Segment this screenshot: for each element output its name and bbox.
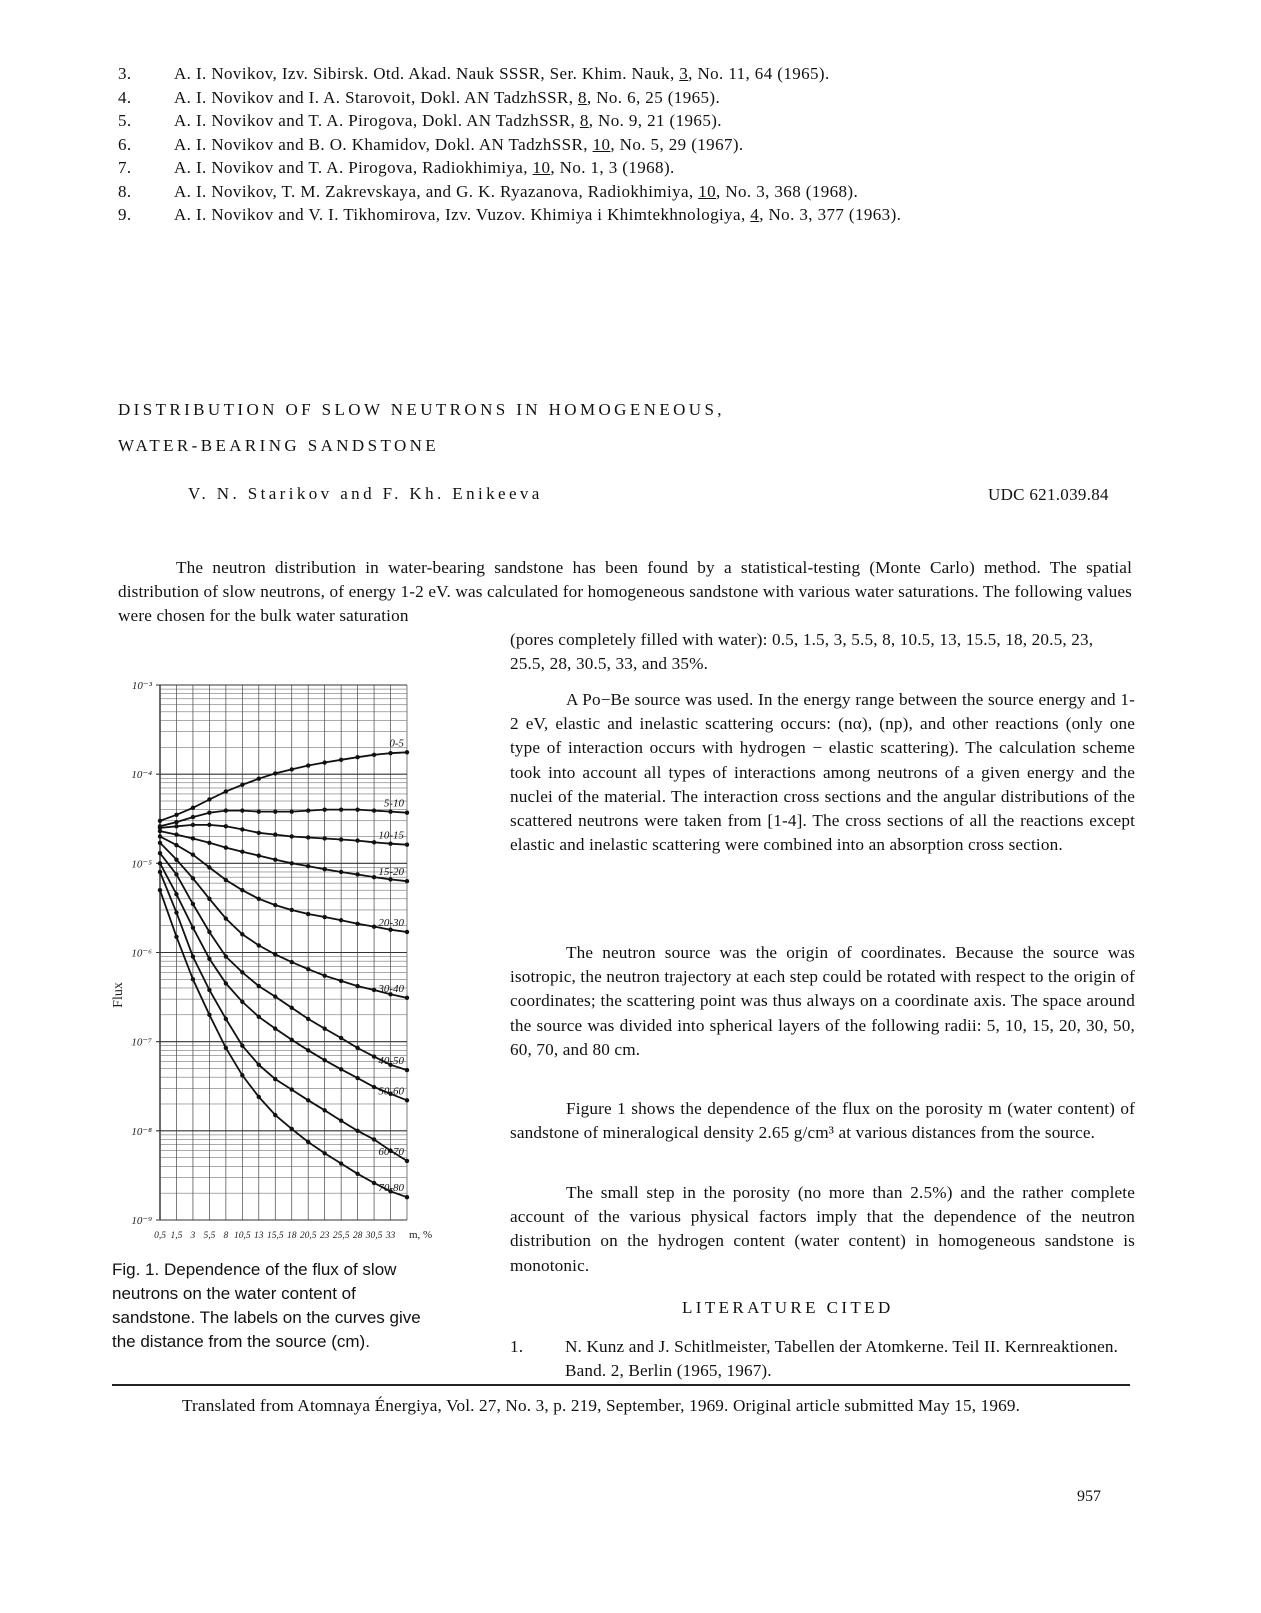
- data-point: [273, 1113, 277, 1117]
- x-tick-label: 5,5: [203, 1231, 216, 1241]
- literature-item-number: 1.: [510, 1337, 524, 1356]
- translation-note: Translated from Atomnaya Énergiya, Vol. 27, No. 3, p. 219, September, 1969. Original article submitted May 15, 1969.: [182, 1396, 1021, 1415]
- reference-number: 9.: [118, 205, 132, 224]
- data-point: [388, 842, 392, 846]
- data-point: [322, 1058, 326, 1062]
- reference-number: 7.: [118, 158, 132, 177]
- reference-volume: 4: [750, 205, 760, 224]
- data-point: [191, 876, 195, 880]
- x-tick-label: 8: [223, 1231, 229, 1241]
- data-point: [257, 853, 261, 857]
- data-point: [207, 810, 211, 814]
- literature-item: [510, 1335, 1135, 1383]
- data-point: [207, 930, 211, 934]
- data-point: [224, 845, 228, 849]
- reference-text: A. I. Novikov and T. A. Pirogova, Dokl. AN TadzhSSR, 8, No. 9, 21 (1965).: [174, 111, 722, 130]
- data-point: [273, 809, 277, 813]
- data-point: [158, 870, 162, 874]
- data-point: [257, 831, 261, 835]
- reference-text: A. I. Novikov and B. O. Khamidov, Dokl. AN TadzhSSR, 10, No. 5, 29 (1967).: [174, 134, 744, 154]
- reference-list-top: [118, 62, 1198, 227]
- data-point: [339, 870, 343, 874]
- footnote-divider: [112, 1384, 1130, 1386]
- data-point: [240, 1044, 244, 1048]
- article-authors: V. N. Starikov and F. Kh. Enikeeva: [188, 484, 543, 503]
- data-point: [322, 836, 326, 840]
- reference-volume: 8: [579, 111, 589, 130]
- series-label: 60-70: [378, 1145, 404, 1158]
- data-point: [339, 1036, 343, 1040]
- x-tick-label: 23: [319, 1231, 330, 1241]
- data-point: [207, 865, 211, 869]
- y-tick-label: 10⁻⁹: [131, 1215, 152, 1227]
- data-point: [372, 988, 376, 992]
- x-tick-label: 1,5: [170, 1231, 183, 1241]
- data-point: [273, 832, 277, 836]
- data-point: [355, 984, 359, 988]
- paragraph-figure-description: Figure 1 shows the dependence of the flux on the porosity m (water content) of sandstone of mineralogical density 2.65 g/cm³ at various distances from the source.: [510, 1099, 1135, 1143]
- data-point: [290, 908, 294, 912]
- udc-code: UDC 621.039.84: [988, 485, 1109, 504]
- data-point: [240, 932, 244, 936]
- y-axis-label: Flux: [111, 982, 126, 1008]
- data-point: [405, 996, 409, 1000]
- data-point: [224, 916, 228, 920]
- data-point: [257, 943, 261, 947]
- data-point: [240, 827, 244, 831]
- data-point: [290, 1038, 294, 1042]
- data-point: [207, 1013, 211, 1017]
- data-point: [290, 1087, 294, 1091]
- data-point: [240, 1073, 244, 1077]
- data-point: [372, 808, 376, 812]
- data-point: [405, 810, 409, 814]
- article-title-line1: DISTRIBUTION OF SLOW NEUTRONS IN HOMOGENEOUS,: [118, 400, 725, 419]
- data-point: [158, 819, 162, 823]
- series-label: 30-40: [378, 982, 404, 995]
- series-label: 50-60: [378, 1085, 404, 1098]
- reference-number: 3.: [118, 64, 132, 83]
- x-tick-label: 18: [286, 1231, 297, 1241]
- data-point: [405, 1195, 409, 1199]
- data-point: [405, 1068, 409, 1072]
- x-tick-label: 10,5: [234, 1231, 251, 1241]
- series-line: [160, 853, 407, 1070]
- data-point: [372, 1054, 376, 1058]
- data-point: [306, 1048, 310, 1052]
- data-point: [240, 970, 244, 974]
- reference-volume: 10: [698, 181, 717, 201]
- data-point: [191, 954, 195, 958]
- reference-text: A. I. Novikov and V. I. Tikhomirova, Izv. Vuzov. Khimiya i Khimtekhnologiya, 4, No. 3, 377 (1963).: [174, 205, 902, 224]
- data-point: [322, 1151, 326, 1155]
- data-point: [355, 1046, 359, 1050]
- data-point: [224, 954, 228, 958]
- data-point: [339, 758, 343, 762]
- series-label: 5-10: [383, 797, 404, 810]
- y-tick-label: 10⁻⁴: [131, 769, 152, 782]
- data-point: [339, 807, 343, 811]
- reference-text: A. I. Novikov, Izv. Sibirsk. Otd. Akad. Nauk SSSR, Ser. Khim. Nauk, 3, No. 11, 64 (1965).: [174, 64, 830, 83]
- data-point: [273, 1026, 277, 1030]
- data-point: [372, 1085, 376, 1089]
- data-point: [322, 1026, 326, 1030]
- data-point: [290, 809, 294, 813]
- data-point: [158, 861, 162, 865]
- data-point: [372, 1137, 376, 1141]
- data-point: [191, 806, 195, 810]
- x-tick-label: 0,5: [154, 1231, 166, 1241]
- article-title-line2: WATER-BEARING SANDSTONE: [118, 436, 440, 455]
- series-line: [160, 825, 407, 845]
- data-point: [207, 897, 211, 901]
- data-point: [207, 957, 211, 961]
- data-point: [191, 925, 195, 929]
- data-point: [273, 771, 277, 775]
- series-line: [160, 810, 407, 827]
- x-tick-label: 13: [254, 1231, 264, 1241]
- paragraph-source: A Po−Be source was used. In the energy range between the source energy and 1-2 eV, elastic and inelastic scattering occurs: (nα), (np), and other reactions (only one type of interaction occurs with hydrogen − elastic scattering). The calculation scheme took into account all types of interactions among neutrons of a given energy and the nuclei of the material. The interaction cross sections and the angular distributions of the scattered neutrons were taken from [1-4]. The cross sections of all the reactions except elastic and inelastic scattering were combined into an absorption cross section.: [510, 690, 1135, 855]
- data-point: [372, 875, 376, 879]
- series-label: 0-5: [389, 737, 404, 750]
- data-point: [257, 984, 261, 988]
- data-point: [257, 1063, 261, 1067]
- reference-item: [118, 156, 1198, 180]
- data-point: [306, 1140, 310, 1144]
- data-point: [355, 838, 359, 842]
- reference-volume: 10: [592, 134, 611, 154]
- data-point: [224, 878, 228, 882]
- data-point: [339, 918, 343, 922]
- data-point: [322, 1108, 326, 1112]
- series-line: [160, 872, 407, 1161]
- data-point: [257, 809, 261, 813]
- data-point: [355, 807, 359, 811]
- data-point: [174, 872, 178, 876]
- x-tick-label: 15,5: [266, 1231, 284, 1241]
- data-point: [174, 857, 178, 861]
- reference-number: 4.: [118, 87, 132, 107]
- data-point: [322, 807, 326, 811]
- data-point: [339, 837, 343, 841]
- x-tick-label: 25,5: [332, 1231, 350, 1241]
- data-point: [158, 829, 162, 833]
- data-point: [355, 1076, 359, 1080]
- data-point: [355, 1172, 359, 1176]
- data-point: [290, 861, 294, 865]
- flux-chart: [100, 675, 440, 1245]
- data-point: [405, 930, 409, 934]
- data-point: [273, 857, 277, 861]
- data-point: [207, 988, 211, 992]
- y-tick-label: 10⁻⁷: [131, 1036, 152, 1049]
- x-axis-label: m, %: [409, 1229, 433, 1241]
- figure-caption: Fig. 1. Dependence of the flux of slow neutrons on the water content of sandstone. The labels on the curves give the distance from the source (cm).: [112, 1260, 421, 1351]
- data-point: [322, 973, 326, 977]
- data-point: [207, 841, 211, 845]
- data-point: [240, 808, 244, 812]
- data-point: [388, 809, 392, 813]
- data-point: [306, 864, 310, 868]
- data-point: [306, 835, 310, 839]
- paragraph-intro-continued: (pores completely filled with water): 0.5, 1.5, 3, 5.5, 8, 10.5, 13, 15.5, 18, 20.5, 23, 25.5, 28, 30.5, 33, and 35%.: [510, 630, 1094, 674]
- reference-text: A. I. Novikov and T. A. Pirogova, Radiokhimiya, 10, No. 1, 3 (1968).: [174, 158, 675, 177]
- data-point: [405, 750, 409, 754]
- data-point: [240, 783, 244, 787]
- data-point: [207, 797, 211, 801]
- data-point: [273, 1077, 277, 1081]
- data-point: [405, 879, 409, 883]
- data-point: [306, 967, 310, 971]
- data-point: [290, 960, 294, 964]
- data-point: [240, 850, 244, 854]
- series-label: 15-20: [378, 866, 404, 879]
- paragraph-geometry: The neutron source was the origin of coordinates. Because the source was isotropic, the neutron trajectory at each step could be rotated with respect to the origin of coordinates; the scattering point was thus always on a coordinate axis. The space around the source was divided into spherical layers of the following radii: 5, 10, 15, 20, 30, 50, 60, 70, and 80 cm.: [510, 943, 1135, 1059]
- data-point: [290, 767, 294, 771]
- y-tick-label: 10⁻⁵: [131, 858, 152, 871]
- data-point: [224, 824, 228, 828]
- data-point: [372, 924, 376, 928]
- data-point: [306, 808, 310, 812]
- reference-item: [118, 62, 1198, 86]
- data-point: [174, 843, 178, 847]
- x-tick-label: 3: [190, 1231, 196, 1241]
- data-point: [174, 832, 178, 836]
- data-point: [174, 824, 178, 828]
- data-point: [191, 836, 195, 840]
- data-point: [191, 902, 195, 906]
- data-point: [306, 1098, 310, 1102]
- reference-item: [118, 180, 1198, 204]
- data-point: [306, 1017, 310, 1021]
- data-point: [306, 763, 310, 767]
- y-tick-label: 10⁻⁶: [131, 947, 152, 960]
- data-point: [273, 952, 277, 956]
- series-label: 20-30: [378, 916, 404, 929]
- data-point: [158, 851, 162, 855]
- data-point: [207, 823, 211, 827]
- data-point: [224, 1046, 228, 1050]
- reference-item: [118, 109, 1198, 133]
- data-point: [191, 852, 195, 856]
- reference-volume: 8: [578, 87, 587, 107]
- data-point: [224, 789, 228, 793]
- reference-number: 6.: [118, 134, 132, 154]
- data-point: [191, 823, 195, 827]
- data-point: [290, 834, 294, 838]
- reference-volume: 3: [679, 64, 689, 83]
- series-label: 40-50: [378, 1055, 404, 1068]
- data-point: [158, 841, 162, 845]
- data-point: [339, 1161, 343, 1165]
- data-point: [240, 888, 244, 892]
- data-point: [174, 892, 178, 896]
- data-point: [290, 1006, 294, 1010]
- data-point: [372, 753, 376, 757]
- reference-item: [118, 86, 1198, 110]
- data-point: [174, 935, 178, 939]
- data-point: [257, 1095, 261, 1099]
- x-tick-label: 30,5: [365, 1231, 383, 1241]
- data-point: [339, 1067, 343, 1071]
- reference-item: [118, 203, 1198, 227]
- literature-item-text: N. Kunz and J. Schitlmeister, Tabellen der Atomkerne. Teil II. Kernreaktionen. Band. 2, Berlin (1965, 1967).: [565, 1337, 1119, 1380]
- data-point: [322, 915, 326, 919]
- data-point: [191, 815, 195, 819]
- data-point: [158, 834, 162, 838]
- x-tick-label: 28: [352, 1231, 363, 1241]
- page-number: 957: [1077, 1488, 1101, 1505]
- x-tick-label: 33: [385, 1231, 396, 1241]
- data-point: [355, 1129, 359, 1133]
- paragraph-intro: The neutron distribution in water-bearing sandstone has been found by a statistical-testing (Monte Carlo) method. The spatial distribution of slow neutrons, of energy 1-2 eV. was calculated for homogeneous sandstone with various water saturations. The following values were chosen for the bulk water saturation: [118, 558, 1132, 626]
- data-point: [273, 994, 277, 998]
- reference-item: [118, 133, 1198, 157]
- data-point: [339, 1118, 343, 1122]
- data-point: [290, 1127, 294, 1131]
- data-point: [257, 1015, 261, 1019]
- data-point: [174, 910, 178, 914]
- y-tick-label: 10⁻⁸: [131, 1125, 152, 1138]
- data-point: [158, 888, 162, 892]
- data-point: [191, 977, 195, 981]
- data-point: [355, 755, 359, 759]
- literature-cited-heading: LITERATURE CITED: [682, 1298, 894, 1317]
- data-point: [322, 760, 326, 764]
- y-tick-label: 10⁻³: [131, 680, 152, 692]
- reference-volume: 10: [532, 158, 551, 177]
- data-point: [339, 979, 343, 983]
- data-point: [257, 776, 261, 780]
- data-point: [224, 808, 228, 812]
- data-point: [372, 1181, 376, 1185]
- data-point: [372, 840, 376, 844]
- data-point: [355, 872, 359, 876]
- data-point: [240, 1000, 244, 1004]
- data-point: [273, 903, 277, 907]
- data-point: [224, 1017, 228, 1021]
- data-point: [388, 751, 392, 755]
- series-line: [160, 831, 407, 881]
- series-line: [160, 843, 407, 998]
- series-label: 10-15: [378, 829, 404, 842]
- reference-text: A. I. Novikov, T. M. Zakrevskaya, and G. K. Ryazanova, Radiokhimiya, 10, No. 3, 368 (1968).: [174, 181, 859, 201]
- data-point: [405, 1159, 409, 1163]
- paragraph-conclusion: The small step in the porosity (no more than 2.5%) and the rather complete account of the various physical factors imply that the dependence of the neutron distribution on the hydrogen content (water content) in homogeneous sandstone is monotonic.: [510, 1183, 1135, 1275]
- data-point: [257, 897, 261, 901]
- data-point: [322, 867, 326, 871]
- reference-number: 5.: [118, 111, 132, 130]
- series-label: 70-80: [378, 1182, 404, 1195]
- data-point: [405, 842, 409, 846]
- reference-number: 8.: [118, 181, 132, 201]
- data-point: [174, 820, 178, 824]
- data-point: [405, 1098, 409, 1102]
- data-point: [306, 912, 310, 916]
- data-point: [174, 813, 178, 817]
- x-tick-label: 20,5: [299, 1231, 317, 1241]
- data-point: [224, 981, 228, 985]
- data-point: [355, 922, 359, 926]
- reference-text: A. I. Novikov and I. A. Starovoit, Dokl. AN TadzhSSR, 8, No. 6, 25 (1965).: [174, 87, 721, 107]
